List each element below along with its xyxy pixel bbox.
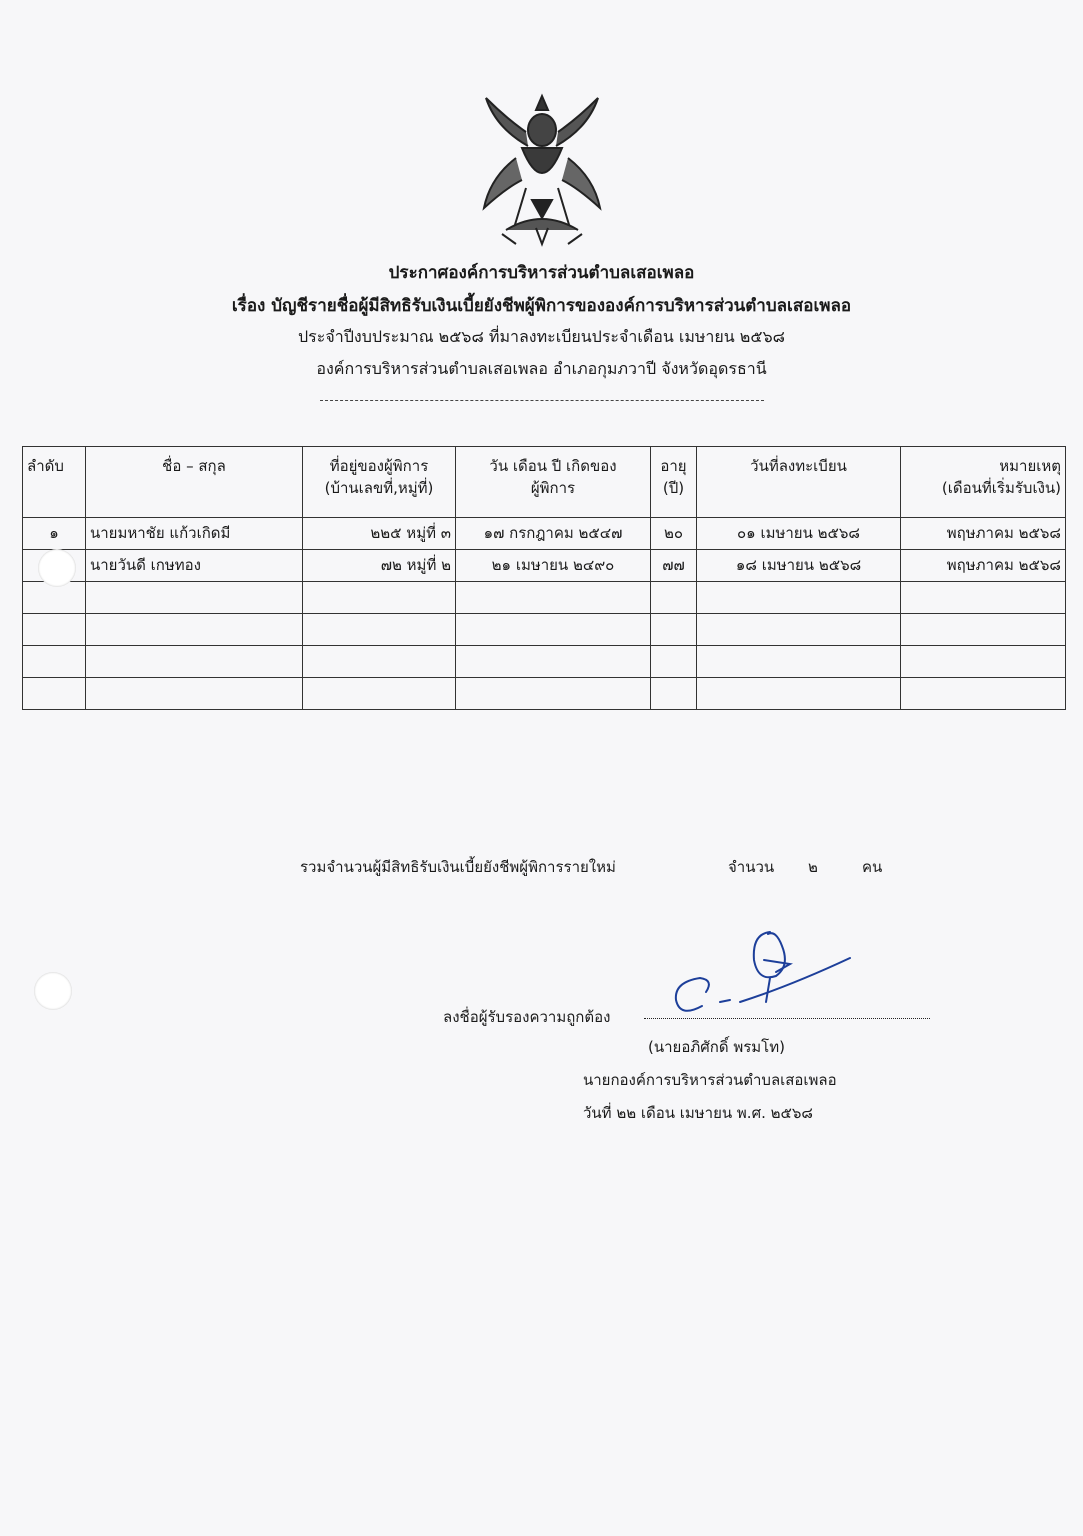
col-header-age-line2: (ปี) (662, 479, 685, 497)
table-row (23, 550, 1066, 582)
col-header-age (651, 447, 697, 518)
announcement-organization: องค์การบริหารส่วนตำบลเสอเพลอ อำเภอกุมภวาปี จังหวัดอุดรธานี (316, 359, 767, 378)
table-row-empty (23, 582, 1066, 614)
col-header-address-line2: (บ้านเลขที่,หมู่ที่) (324, 479, 434, 497)
table-row-empty (23, 614, 1066, 646)
table-row (23, 518, 1066, 550)
punch-hole (38, 549, 76, 587)
signer-position: นายกองค์การบริหารส่วนตำบลเสอเพลอ (583, 1071, 837, 1089)
col-header-remark (901, 447, 1066, 518)
table-row-empty (23, 646, 1066, 678)
cell-registered: ๐๑ เมษายน ๒๕๖๘ (697, 518, 901, 550)
col-header-remark-line1: หมายเหตุ (999, 457, 1061, 475)
announcement-fiscal-year: ประจำปีงบประมาณ ๒๕๖๘ ที่มาลงทะเบียนประจำเดือน เมษายน ๒๕๖๘ (298, 327, 785, 346)
signature-date: วันที่ ๒๒ เดือน เมษายน พ.ศ. ๒๕๖๘ (583, 1104, 813, 1122)
col-header-registered: วันที่ลงทะเบียน (697, 447, 901, 518)
cell-no: ๑ (23, 518, 86, 550)
announcement-title: ประกาศองค์การบริหารส่วนตำบลเสอเพลอ (388, 263, 695, 283)
col-header-remark-line2: (เดือนที่เริ่มรับเงิน) (941, 479, 1061, 497)
summary-text: รวมจำนวนผู้มีสิทธิรับเงินเบี้ยยังชีพผู้พิการรายใหม่ (300, 858, 616, 876)
cell-address: ๗๒ หมู่ที่ ๒ (303, 550, 456, 582)
announcement-subject: เรื่อง บัญชีรายชื่อผู้มีสิทธิรับเงินเบี้ยยังชีพผู้พิการขององค์การบริหารส่วนตำบลเสอเพลอ (231, 296, 852, 316)
cell-name: นายวันดี เกษทอง (86, 550, 303, 582)
col-header-address (303, 447, 456, 518)
col-header-birth-line1: วัน เดือน ปี เกิดของ (489, 457, 617, 475)
summary-count-label: จำนวน (728, 858, 775, 876)
cell-address: ๒๒๕ หมู่ที่ ๓ (303, 518, 456, 550)
cell-remark: พฤษภาคม ๒๕๖๘ (901, 550, 1066, 582)
col-header-address-line1: ที่อยู่ของผู้พิการ (329, 457, 429, 475)
signature-label: ลงชื่อผู้รับรองความถูกต้อง (443, 1008, 611, 1026)
header-divider (0, 390, 1083, 404)
table-header-row (23, 447, 1066, 518)
punch-hole (34, 972, 72, 1010)
cell-birth: ๒๑ เมษายน ๒๔๙๐ (456, 550, 651, 582)
summary-line (300, 855, 883, 879)
handwritten-signature (640, 920, 860, 1020)
summary-count: ๒ (808, 858, 818, 876)
summary-unit: คน (862, 858, 883, 876)
signer-name: (นายอภิศักดิ์ พรมโท) (648, 1038, 785, 1056)
cell-birth: ๑๗ กรกฎาคม ๒๕๔๗ (456, 518, 651, 550)
col-header-no: ลำดับ (23, 447, 86, 518)
cell-age: ๗๗ (651, 550, 697, 582)
garuda-emblem-icon (476, 88, 608, 248)
registration-table (22, 446, 1066, 710)
col-header-name: ชื่อ – สกุล (86, 447, 303, 518)
col-header-age-line1: อายุ (660, 457, 687, 475)
table-row-empty (23, 678, 1066, 710)
col-header-birth (456, 447, 651, 518)
cell-remark: พฤษภาคม ๒๕๖๘ (901, 518, 1066, 550)
cell-name: นายมหาชัย แก้วเกิดมี (86, 518, 303, 550)
cell-registered: ๑๘ เมษายน ๒๕๖๘ (697, 550, 901, 582)
col-header-birth-line2: ผู้พิการ (530, 479, 576, 497)
cell-age: ๒๐ (651, 518, 697, 550)
